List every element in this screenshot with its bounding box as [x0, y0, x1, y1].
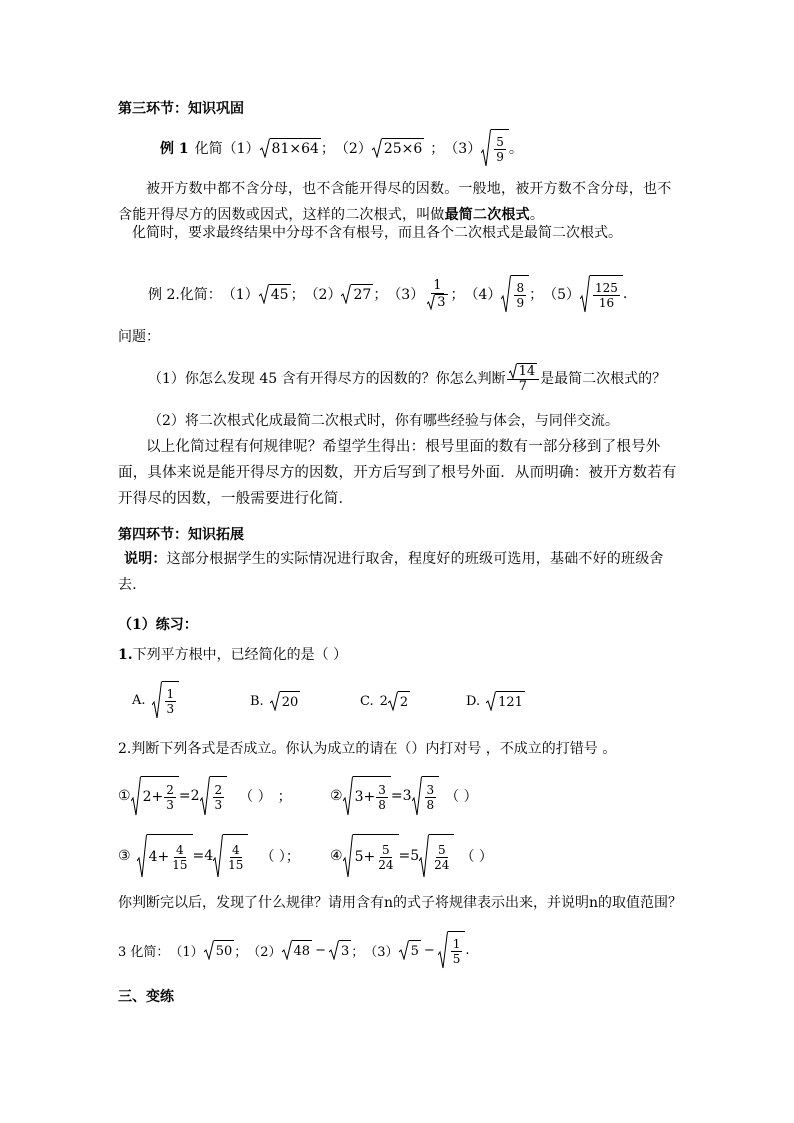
example1-label: 例 1 [160, 141, 189, 157]
section3-title: 第三环节：知识巩固 [118, 101, 244, 117]
practice-label: （1）练习： [118, 617, 198, 633]
exercise-3: 3 化简： （1） 50 ； （2） 48 − 3 ； （3） 5 − 1 5 . [118, 928, 470, 972]
example1 [160, 128, 523, 168]
question-2: （2）将二次根式化成最简二次根式时，你有哪些经验与体会，与同伴交流。 [148, 413, 619, 429]
exercise-1: 1.下列平方根中，已经简化的是（ ） [118, 647, 348, 663]
paragraph-pattern: 以上化简过程有何规律呢？希望学生得出：根号里面的数有一部分移到了根号外面，具体来说是能开得尽方的因数，开方后写到了根号外面．从而明确：被开方数若有开得尽的因数，一般需要进行化简． [118, 439, 677, 507]
question-label: 问题： [118, 329, 160, 345]
option-d: D. 121 [466, 690, 525, 712]
example2-label: 例 2.化简： [148, 287, 222, 303]
paragraph-simplest-radical: 被开方数中都不含分母，也不含能开得尽的因数。一般地，被开方数不含分母，也不含能开得尽方的因数或因式，这样的二次根式，叫做最简二次根式。 [118, 181, 672, 223]
judge-item-4: ④ 5 + $\frac{5}{24}$ = 5 5 24 （ ） [330, 832, 493, 880]
sqrt-25x6: 25×6 [372, 138, 424, 158]
sqrt-5-over-9: 5 9 [481, 129, 509, 167]
sqrt-27: 27 [341, 284, 373, 304]
sqrt-50: 50 [204, 940, 235, 960]
example1-part3: （3） [444, 141, 482, 157]
judge-item-2: ② 3 + $\frac{3}{8}$ = 3 3 8 （ ） [330, 774, 478, 818]
example2: 例 2.化简： （1） 45 ； （2） 27 ； （3） 1 3 ； （4） 8 9 ； （5） 125 16 . [148, 272, 627, 316]
example1-part1: （1） [222, 141, 260, 157]
sqrt-8-over-9: 8 9 [501, 275, 529, 313]
example1-sep1: ； [320, 141, 335, 157]
paragraph-simplify-rule: 化简时，要求最终结果中分母不含有根号，而且各个二次根式是最简二次根式。 [132, 225, 622, 241]
term-simplest-radical: 最简二次根式 [444, 207, 530, 223]
option-c: C. 2 2 [360, 690, 410, 712]
pattern-question: 你判断完以后，发现了什么规律？请用含有n的式子将规律表示出来，并说明n的取值范围？ [118, 895, 683, 911]
sqrt-81x64: 81×64 [260, 138, 321, 158]
example1-sep2: ； [430, 141, 445, 157]
example1-part2: （2） [334, 141, 372, 157]
example1-text: 化简 [194, 141, 223, 157]
judge-item-3: ③ 4 + $\frac{4}{15}$ = 4 4 15 （ ）； [118, 832, 300, 880]
section4-title: 第四环节：知识拓展 [118, 527, 244, 543]
judge-item-1: ① 2 + $\frac{2}{3}$ = 2 2 3 （ ） ； [118, 774, 292, 818]
sqrt-45: 45 [259, 284, 291, 304]
section4-note: 说明：这部分根据学生的实际情况进行取舍，程度好的班级可选用，基础不好的班级舍去． [118, 551, 664, 593]
frac-sqrt14-over-7: 14 7 [507, 363, 540, 394]
section5-title: 三、变练 [118, 989, 174, 1005]
example1-end: 。 [508, 141, 523, 157]
exercise-2: 2.判断下列各式是否成立。你认为成立的请在（）内打对号 ，不成立的打错号 。 [118, 741, 617, 757]
frac-1-over-sqrt3: 1 3 [425, 279, 449, 310]
option-b: B. 20 [250, 690, 300, 712]
question-1: （1）你怎么发现 45 含有开得尽方的因数的？你怎么判断 14 7 是最简二次根式的？ [148, 363, 667, 394]
sqrt-125-over-16: 125 16 [580, 275, 623, 313]
option-a: A. 1 3 [132, 680, 179, 720]
